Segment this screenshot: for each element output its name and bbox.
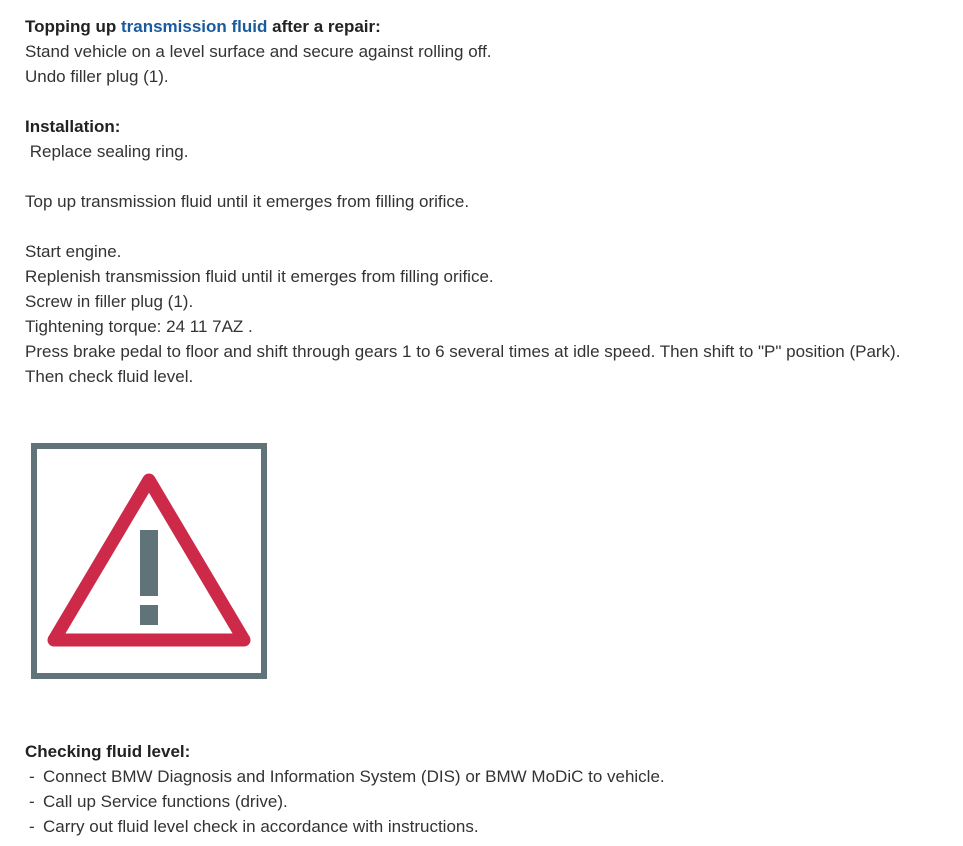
warning-triangle-icon <box>30 442 268 680</box>
step-screw-in-plug: Screw in filler plug (1). <box>25 292 194 311</box>
list-dash: - <box>29 817 35 836</box>
list-item <box>25 764 955 789</box>
step-shift-gears: Press brake pedal to floor and shift through gears 1 to 6 several times at idle speed. Then shift to "P" position (Park). <box>25 342 901 361</box>
step-level-surface: Stand vehicle on a level surface and secure against rolling off. <box>25 42 492 61</box>
list-dash: - <box>29 792 35 811</box>
step-replenish-fluid: Replenish transmission fluid until it emerges from filling orifice. <box>25 267 494 286</box>
list-item-text: Carry out fluid level check in accordance with instructions. <box>43 817 479 836</box>
checking-fluid-level-section <box>25 739 955 839</box>
heading-suffix: after a repair: <box>267 17 381 36</box>
list-item <box>25 789 955 814</box>
step-check-fluid-level: Then check fluid level. <box>25 367 194 386</box>
list-item-text: Connect BMW Diagnosis and Information System (DIS) or BMW MoDiC to vehicle. <box>43 767 665 786</box>
step-top-up-fluid: Top up transmission fluid until it emerges from filling orifice. <box>25 192 470 211</box>
step-undo-filler-plug: Undo filler plug (1). <box>25 67 169 86</box>
heading-prefix: Topping up <box>25 17 121 36</box>
list-item-text: Call up Service functions (drive). <box>43 792 288 811</box>
step-start-engine: Start engine. <box>25 242 122 261</box>
step-replace-sealing-ring: Replace sealing ring. <box>25 142 189 161</box>
step-tightening-torque: Tightening torque: 24 11 7AZ . <box>25 317 253 336</box>
installation-heading: Installation: <box>25 117 121 136</box>
instructions-content <box>25 14 955 389</box>
list-item <box>25 814 955 839</box>
topping-up-heading <box>25 14 955 39</box>
transmission-fluid-link[interactable]: transmission fluid <box>120 17 268 36</box>
list-dash: - <box>29 767 35 786</box>
checking-heading: Checking fluid level: <box>25 742 191 761</box>
